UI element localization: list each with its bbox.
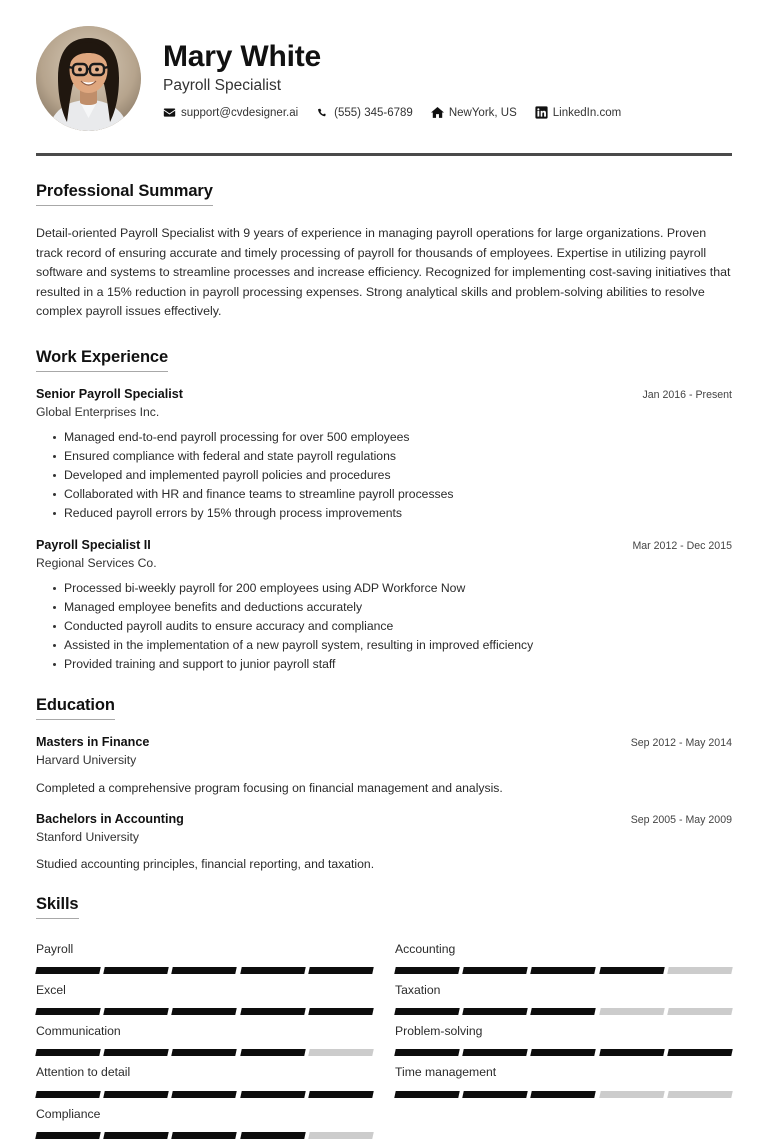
skill-level-segment: [667, 1008, 733, 1015]
education-entry: [36, 734, 732, 796]
skill-name: Communication: [36, 1024, 121, 1039]
skill-level-segment: [667, 1049, 733, 1056]
skill-level-segment: [103, 1008, 169, 1015]
bullet-item: Processed bi-weekly payroll for 200 employees using ADP Workforce Now: [36, 579, 732, 598]
bullet-item: Assisted in the implementation of a new payroll system, resulting in improved efficiency: [36, 636, 732, 655]
contact-location-label: NewYork, US: [448, 106, 517, 119]
section-skills: [36, 895, 732, 1138]
skill-level-segment: [35, 1091, 101, 1098]
education-description: Completed a comprehensive program focusing on financial management and analysis.: [36, 780, 503, 795]
work-entry-date: Jan 2016 - Present: [642, 388, 732, 401]
skill-level-segment: [667, 967, 733, 974]
bullet-item: Collaborated with HR and finance teams to streamline payroll processes: [36, 485, 732, 504]
work-entry: [36, 537, 732, 674]
skill-name: Attention to detail: [36, 1065, 131, 1080]
skill-level-segment: [531, 1049, 597, 1056]
skill-level-segment: [599, 1008, 665, 1015]
skill-level-segment: [172, 1132, 238, 1139]
skill-level-segment: [599, 1049, 665, 1056]
skill-name: Excel: [36, 983, 66, 998]
skill-level-segment: [308, 1008, 374, 1015]
full-name: Mary White: [163, 39, 322, 73]
skill-level-segment: [308, 967, 374, 974]
skill-item: [395, 933, 732, 974]
skill-item: [36, 1098, 373, 1139]
phone-icon: [316, 106, 329, 119]
skill-name: Time management: [395, 1065, 497, 1080]
skill-item: [395, 974, 732, 1015]
education-school: Stanford University: [36, 829, 139, 844]
bullet-item: Managed end-to-end payroll processing for over 500 employees: [36, 428, 732, 447]
education-date: Sep 2005 - May 2009: [630, 813, 732, 826]
skill-level-segment: [172, 1008, 238, 1015]
bullet-item: Reduced payroll errors by 15% through process improvements: [36, 504, 732, 523]
skill-level-segment: [308, 1091, 374, 1098]
resume-header: [36, 26, 732, 139]
section-education: [36, 696, 732, 873]
education-description: Studied accounting principles, financial reporting, and taxation.: [36, 856, 375, 871]
education-date: Sep 2012 - May 2014: [630, 737, 732, 750]
linkedin-icon: [535, 106, 548, 119]
skill-level-bar: [36, 1008, 373, 1015]
skill-level-segment: [462, 1091, 528, 1098]
skill-name: Accounting: [395, 942, 456, 957]
section-title-professional-summary: Professional Summary: [36, 182, 213, 206]
skill-level-segment: [172, 967, 238, 974]
section-title-education: Education: [36, 696, 115, 720]
skill-item: [395, 1056, 732, 1097]
skill-level-segment: [394, 1049, 460, 1056]
skill-level-segment: [240, 1049, 306, 1056]
skill-item: [36, 1056, 373, 1097]
work-entry-organization: Regional Services Co.: [36, 556, 157, 571]
section-professional-summary: [36, 182, 732, 322]
skill-level-segment: [103, 1049, 169, 1056]
work-entry-bullets: [36, 428, 732, 523]
contact-email[interactable]: [163, 106, 298, 119]
skill-level-segment: [667, 1091, 733, 1098]
work-entry-role: Payroll Specialist II: [36, 538, 151, 553]
skills-grid: [36, 933, 732, 1138]
skill-level-segment: [172, 1049, 238, 1056]
skill-level-segment: [172, 1091, 238, 1098]
skill-level-segment: [35, 1049, 101, 1056]
skill-level-bar: [36, 1049, 373, 1056]
skill-level-segment: [531, 1008, 597, 1015]
education-entry-head: [36, 734, 732, 751]
skill-item: [36, 933, 373, 974]
work-entry-head: [36, 386, 732, 403]
work-entry-date: Mar 2012 - Dec 2015: [632, 540, 732, 553]
skill-level-bar: [395, 967, 732, 974]
bullet-item: Conducted payroll audits to ensure accuracy and compliance: [36, 617, 732, 636]
professional-summary-text: Detail-oriented Payroll Specialist with 9 years of experience in managing payroll operations for large organizations. Proven track record of ensuring accurate and timely processing of payroll for thousands of employees. Expertise in utilizing payroll software and systems to streamline processes and increase efficiency. Recognized for implementing cost-saving initiatives that resulted in a 15% reduction in payroll processing expenses. Strong analytical skills and problem-solving abilities to resolve complex payroll issues effectively.: [36, 226, 731, 319]
skill-name: Compliance: [36, 1106, 101, 1121]
skill-name: Payroll: [36, 942, 74, 957]
contact-linkedin-label: LinkedIn.com: [552, 106, 622, 119]
skill-level-segment: [103, 1132, 169, 1139]
skill-level-segment: [35, 1132, 101, 1139]
avatar: [36, 26, 141, 131]
skill-item: [395, 1015, 732, 1056]
skill-level-segment: [462, 1049, 528, 1056]
envelope-icon: [163, 106, 176, 119]
home-icon: [431, 106, 444, 119]
skill-level-segment: [394, 1091, 460, 1098]
skill-level-segment: [240, 1091, 306, 1098]
work-entry-organization: Global Enterprises Inc.: [36, 404, 160, 419]
skill-level-segment: [35, 967, 101, 974]
skill-level-bar: [395, 1049, 732, 1056]
education-degree: Masters in Finance: [36, 735, 150, 750]
work-entry: [36, 386, 732, 523]
work-entry-role: Senior Payroll Specialist: [36, 386, 183, 401]
skill-level-segment: [308, 1049, 374, 1056]
skill-level-segment: [462, 1008, 528, 1015]
skill-level-segment: [308, 1132, 374, 1139]
education-entries: [36, 734, 732, 873]
skill-item: [36, 1015, 373, 1056]
skill-level-segment: [35, 1008, 101, 1015]
skill-level-segment: [240, 1008, 306, 1015]
skill-level-segment: [531, 967, 597, 974]
skill-level-bar: [36, 967, 373, 974]
header-text-block: [163, 38, 732, 119]
skill-level-segment: [394, 967, 460, 974]
skill-name: Taxation: [395, 983, 441, 998]
work-entry-head: [36, 537, 732, 554]
education-school: Harvard University: [36, 753, 137, 768]
header-divider: [36, 153, 732, 156]
skill-level-segment: [599, 967, 665, 974]
education-degree: Bachelors in Accounting: [36, 811, 184, 826]
contact-list: [163, 106, 732, 119]
skill-level-segment: [103, 1091, 169, 1098]
work-entry-bullets: [36, 579, 732, 674]
contact-email-label: support@cvdesigner.ai: [181, 106, 299, 119]
contact-location[interactable]: [431, 106, 517, 119]
bullet-item: Managed employee benefits and deductions accurately: [36, 598, 732, 617]
section-title-skills: Skills: [36, 895, 79, 919]
skill-level-bar: [395, 1091, 732, 1098]
skill-level-bar: [395, 1008, 732, 1015]
bullet-item: Ensured compliance with federal and state payroll regulations: [36, 447, 732, 466]
skill-level-segment: [462, 967, 528, 974]
bullet-item: Provided training and support to junior payroll staff: [36, 655, 732, 674]
contact-linkedin[interactable]: [535, 106, 621, 119]
education-entry-head: [36, 811, 732, 828]
skill-level-bar: [36, 1091, 373, 1098]
section-work-experience: [36, 348, 732, 674]
skill-item: [36, 974, 373, 1015]
work-experience-entries: [36, 386, 732, 674]
skill-level-segment: [103, 967, 169, 974]
skill-level-segment: [240, 1132, 306, 1139]
skill-level-segment: [394, 1008, 460, 1015]
contact-phone-label: (555) 345-6789: [334, 106, 413, 119]
skill-level-segment: [240, 967, 306, 974]
skill-level-segment: [599, 1091, 665, 1098]
skill-level-bar: [36, 1132, 373, 1139]
bullet-item: Developed and implemented payroll policies and procedures: [36, 466, 732, 485]
section-title-work-experience: Work Experience: [36, 348, 168, 372]
skill-name: Problem-solving: [395, 1024, 483, 1039]
job-title: Payroll Specialist: [163, 76, 282, 94]
contact-phone[interactable]: [316, 106, 413, 119]
education-entry: [36, 811, 732, 873]
skill-level-segment: [531, 1091, 597, 1098]
